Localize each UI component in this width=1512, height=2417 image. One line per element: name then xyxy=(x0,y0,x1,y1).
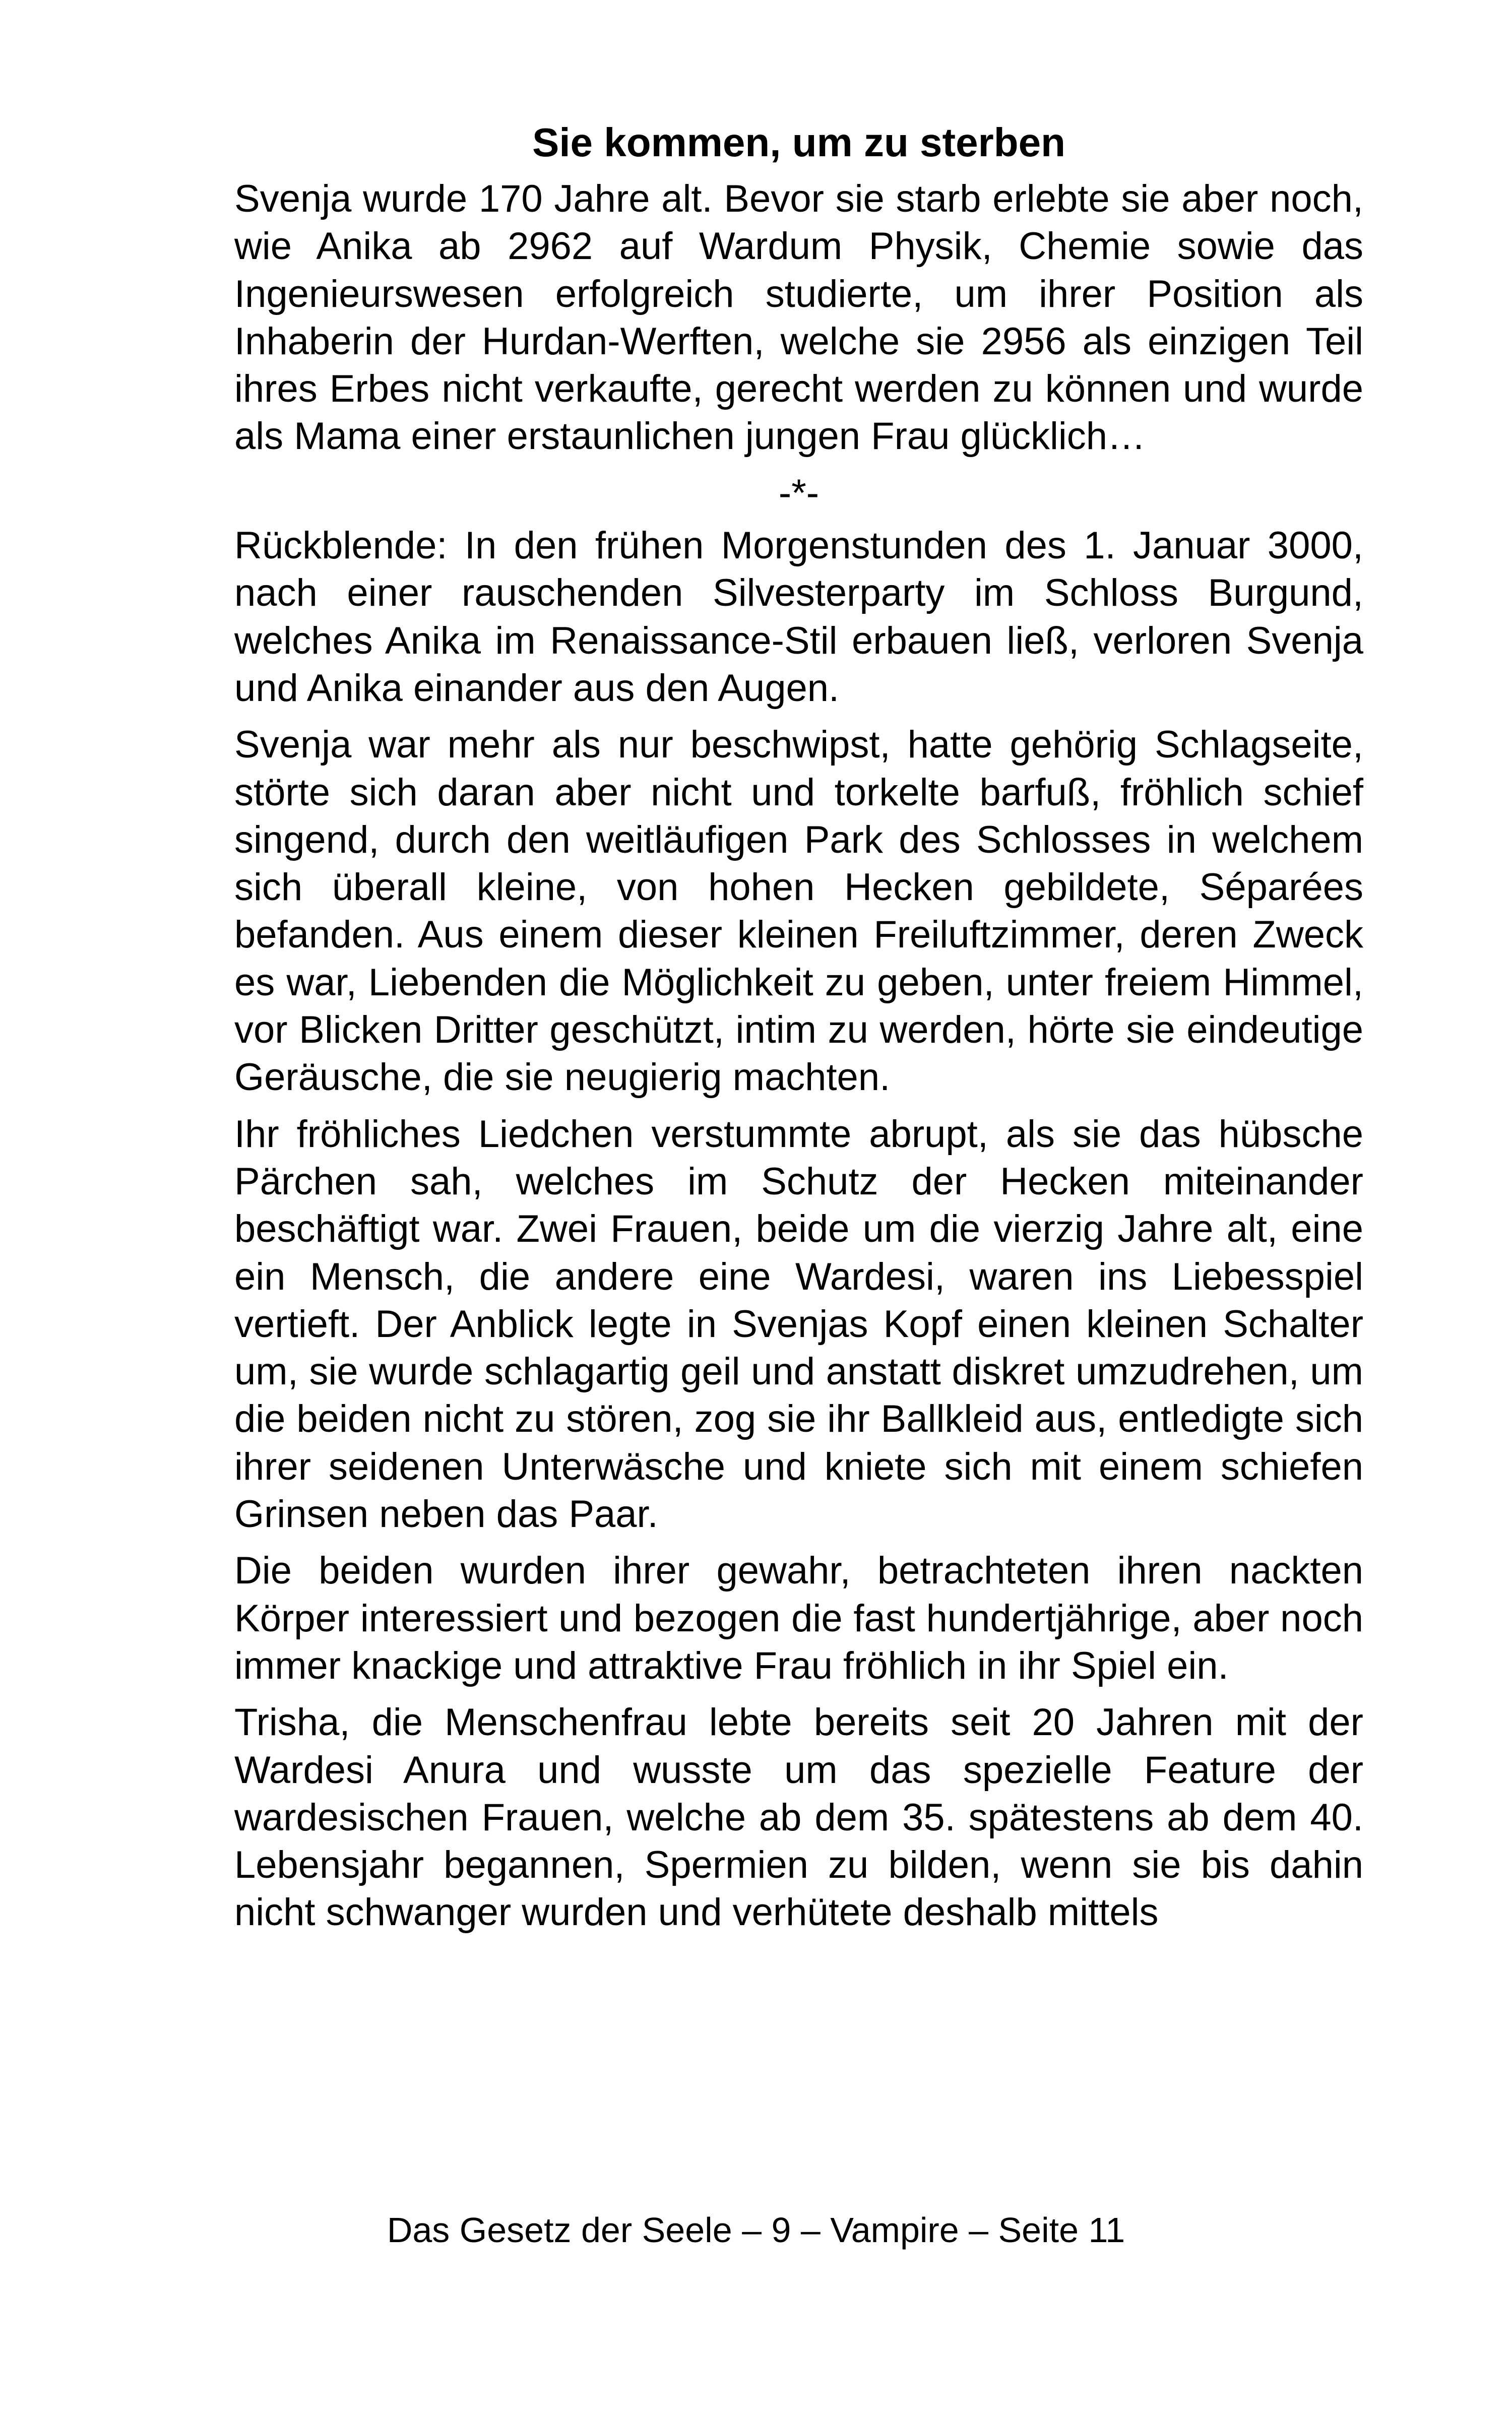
paragraph-2: Rückblende: In den frühen Morgenstunden des 1. Januar 3000, nach einer rauschenden Silvesterparty im Schloss Burgund, welches Anika im Renaissance-Stil erbauen ließ, verloren Svenja und Anika einander aus den Augen. xyxy=(234,524,1363,710)
paragraph-1: Svenja wurde 170 Jahre alt. Bevor sie starb erlebte sie aber noch, wie Anika ab 2962 auf Wardum Physik, Chemie sowie das Ingenieurswesen erfolgreich studierte, um ihrer Position als Inhaberin der Hurdan-Werften, welche sie 2956 als einzigen Teil ihres Erbes nicht verkaufte, gerecht werden zu können und wurde als Mama einer erstaunlichen jungen Frau glücklich… xyxy=(234,177,1363,458)
chapter-title: Sie kommen, um zu sterben xyxy=(532,120,1066,165)
page-footer: Das Gesetz der Seele – 9 – Vampire – Seite 11 xyxy=(387,2210,1125,2250)
section-separator: -*- xyxy=(778,471,820,515)
paragraph-3: Svenja war mehr als nur beschwipst, hatte gehörig Schlagseite, störte sich daran aber nicht und torkelte barfuß, fröhlich schief singend, durch den weitläufigen Park des Schlosses in welchem sich überall kleine, von hohen Hecken gebildete, Séparées befanden. Aus einem dieser kleinen Freiluftzimmer, deren Zweck es war, Liebenden die Möglichkeit zu geben, unter freiem Himmel, vor Blicken Dritter geschützt, intim zu werden, hörte sie eindeutige Geräusche, die sie neugierig machten. xyxy=(234,723,1363,1099)
paragraph-6: Trisha, die Menschenfrau lebte bereits seit 20 Jahren mit der Wardesi Anura und wusste um das spezielle Feature der wardesischen Frauen, welche ab dem 35. spätestens ab dem 40. Lebensjahr begannen, Spermien zu bilden, wenn sie bis dahin nicht schwanger wurden und verhütete deshalb mittels xyxy=(234,1701,1363,1934)
paragraph-4: Ihr fröhliches Liedchen verstummte abrupt, als sie das hübsche Pärchen sah, welches im Schutz der Hecken miteinander beschäftigt war. Zwei Frauen, beide um die vierzig Jahre alt, eine ein Mensch, die andere eine Wardesi, waren ins Liebesspiel vertieft. Der Anblick legte in Svenjas Kopf einen kleinen Schalter um, sie wurde schlagartig geil und anstatt diskret umzudrehen, um die beiden nicht zu stören, zog sie ihr Ballkleid aus, entledigte sich ihrer seidenen Unterwäsche und kniete sich mit einem schiefen Grinsen neben das Paar. xyxy=(234,1112,1363,1536)
paragraph-5: Die beiden wurden ihrer gewahr, betrachteten ihren nackten Körper interessiert und bezogen die fast hundertjährige, aber noch immer knackige und attraktive Frau fröhlich in ihr Spiel ein. xyxy=(234,1549,1363,1687)
page-body xyxy=(234,115,1363,1946)
